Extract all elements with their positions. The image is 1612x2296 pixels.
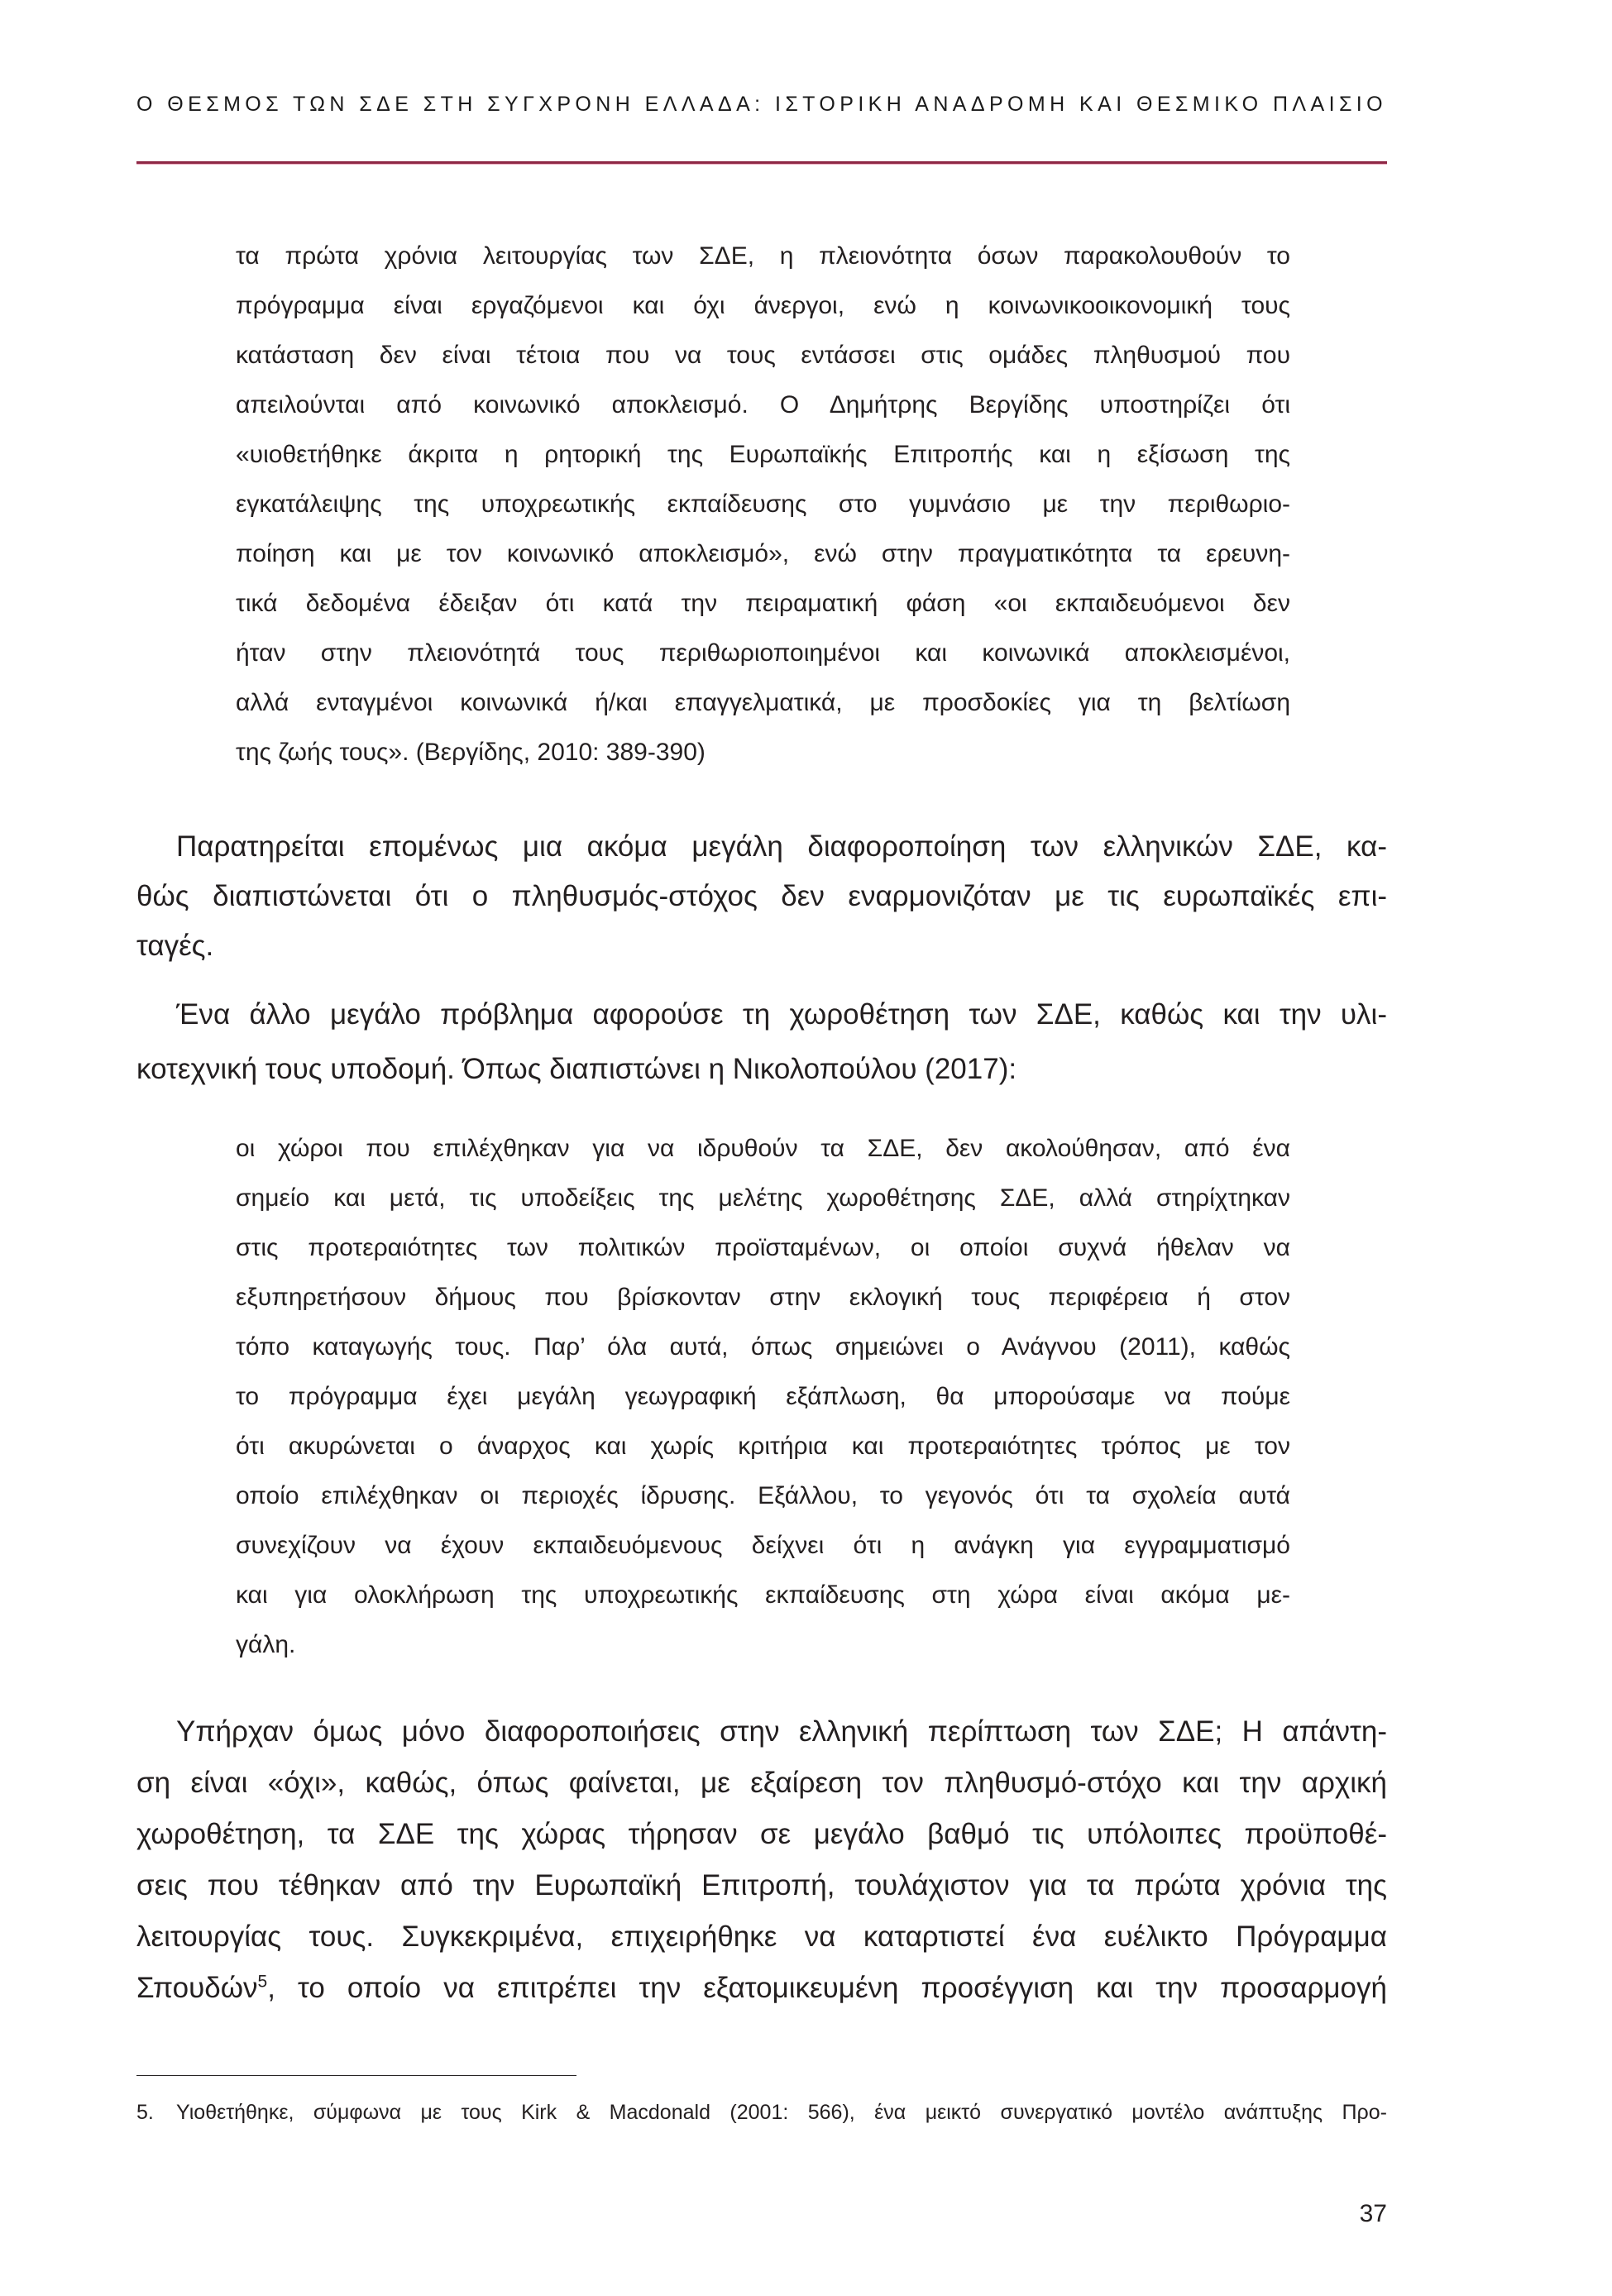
text-line: το πρόγραμμα έχει μεγάλη γεωγραφική εξάπλωση, θα μπορούσαμε να πούμε (236, 1383, 1290, 1410)
text-line: της ζωής τους». (Βεργίδης, 2010: 389-390) (236, 739, 706, 766)
footnote (136, 2101, 1387, 2125)
text-line: κοτεχνική τους υποδομή. Όπως διαπιστώνει η Νικολοπούλου (2017): (136, 1053, 1017, 1085)
text-line: κατάσταση δεν είναι τέτοια που να τους εντάσσει στις ομάδες πληθυσμού που (236, 342, 1290, 369)
running-header: Ο ΘΕΣΜΟΣ ΤΩΝ ΣΔΕ ΣΤΗ ΣΥΓΧΡΟΝΗ ΕΛΛΑΔΑ: ΙΣΤΟΡΙΚΗ ΑΝΑΔΡΟΜΗ ΚΑΙ ΘΕΣΜΙΚΟ ΠΛΑΙΣΙΟ (136, 93, 1387, 116)
text-line: και για ολοκλήρωση της υποχρεωτικής εκπαίδευσης στη χώρα είναι ακόμα με- (236, 1581, 1290, 1609)
footnote-ref[interactable]: 5 (257, 1972, 268, 1992)
text-line: εξυπηρετήσουν δήμους που βρίσκονταν στην εκλογική τους περιφέρεια ή στον (236, 1284, 1290, 1311)
text-line: λειτουργίας τους. Συγκεκριμένα, επιχειρήθηκε να καταρτιστεί ένα ευέλικτο Πρόγραμμα (136, 1921, 1387, 1953)
text-line: συνεχίζουν να έχουν εκπαιδευόμενους δείχνει ότι η ανάγκη για εγγραμματισμό (236, 1532, 1290, 1559)
text-line: τόπο καταγωγής τους. Παρ’ όλα αυτά, όπως σημειώνει ο Ανάγνου (2011), καθώς (236, 1333, 1290, 1361)
text-line: ήταν στην πλειονότητά τους περιθωριοποιημένοι και κοινωνικά αποκλεισμένοι, (236, 639, 1290, 667)
text-line: θώς διαπιστώνεται ότι ο πληθυσμός-στόχος δεν εναρμονιζόταν με τις ευρωπαϊκές επι- (136, 880, 1387, 912)
text-line: πρόγραμμα είναι εργαζόμενοι και όχι άνεργοι, ενώ η κοινωνικοοικονομική τους (236, 292, 1290, 319)
paragraph-1 (136, 822, 1387, 971)
text-line: στις προτεραιότητες των πολιτικών προϊσταμένων, οι οποίοι συχνά ήθελαν να (236, 1234, 1290, 1261)
text-line: «υιοθετήθηκε άκριτα η ρητορική της Ευρωπαϊκής Επιτροπής και η εξίσωση της (236, 441, 1290, 468)
text-line: ότι ακυρώνεται ο άναρχος και χωρίς κριτήρια και προτεραιότητες τρόπος με τον (236, 1433, 1290, 1460)
text-line: χωροθέτηση, τα ΣΔΕ της χώρας τήρησαν σε μεγάλο βαθμό τις υπόλοιπες προϋποθέ- (136, 1818, 1387, 1850)
text-line: ποίηση και με τον κοινωνικό αποκλεισμό», ενώ στην πραγματικότητα τα ερευνη- (236, 540, 1290, 567)
header-rule (136, 161, 1387, 165)
text-line: εγκατάλειψης της υποχρεωτικής εκπαίδευσης στο γυμνάσιο με την περιθωριο- (236, 490, 1290, 518)
block-quote-2 (236, 1124, 1290, 1670)
text-line: οποίο επιλέχθηκαν οι περιοχές ίδρυσης. Εξάλλου, το γεγονός ότι τα σχολεία αυτά (236, 1482, 1290, 1509)
footnote-number: 5. (136, 2101, 154, 2124)
text-line: σημείο και μετά, τις υποδείξεις της μελέτης χωροθέτησης ΣΔΕ, αλλά στηρίχτηκαν (236, 1184, 1290, 1212)
page-number: 37 (1359, 2200, 1387, 2227)
text-line: απειλούνται από κοινωνικό αποκλεισμό. Ο Δημήτρης Βεργίδης υποστηρίζει ότι (236, 391, 1290, 419)
text-line: αλλά ενταγμένοι κοινωνικά ή/και επαγγελματικά, με προσδοκίες για τη βελτίωση (236, 689, 1290, 716)
text-line: Σπουδών$^5$, το οποίο να επιτρέπει την εξατομικευμένη προσέγγιση και την προσαρμογή (136, 1972, 1387, 2004)
text-line: γάλη. (236, 1631, 296, 1658)
block-quote-1 (236, 232, 1290, 777)
text-line: οι χώροι που επιλέχθηκαν για να ιδρυθούν τα ΣΔΕ, δεν ακολούθησαν, από ένα (236, 1135, 1290, 1162)
text-line: ταγές. (136, 930, 214, 962)
paragraph-2 (136, 988, 1387, 1097)
footnote-rule (136, 2075, 576, 2076)
text-line: Ένα άλλο μεγάλο πρόβλημα αφορούσε τη χωροθέτηση των ΣΔΕ, καθώς και την υλι- (176, 998, 1387, 1031)
footnote-text: Υιοθετήθηκε, σύμφωνα με τους Kirk & Macdonald (2001: 566), ένα μεικτό συνεργατικό μοντέλο ανάπτυξης Προ- (176, 2101, 1387, 2124)
text-line: Υπήρχαν όμως μόνο διαφοροποιήσεις στην ελληνική περίπτωση των ΣΔΕ; Η απάντη- (176, 1715, 1387, 1748)
text-line: Παρατηρείται επομένως μια ακόμα μεγάλη διαφοροποίηση των ελληνικών ΣΔΕ, κα- (176, 830, 1387, 863)
text-line: τα πρώτα χρόνια λειτουργίας των ΣΔΕ, η πλειονότητα όσων παρακολουθούν το (236, 242, 1290, 270)
paragraph-3 (136, 1706, 1387, 2014)
text-line: σεις που τέθηκαν από την Ευρωπαϊκή Επιτροπή, τουλάχιστον για τα πρώτα χρόνια της (136, 1869, 1387, 1901)
text-line: τικά δεδομένα έδειξαν ότι κατά την πειραματική φάση «οι εκπαιδευόμενοι δεν (236, 590, 1290, 617)
text-line: ση είναι «όχι», καθώς, όπως φαίνεται, με εξαίρεση τον πληθυσμό-στόχο και την αρχική (136, 1767, 1387, 1799)
